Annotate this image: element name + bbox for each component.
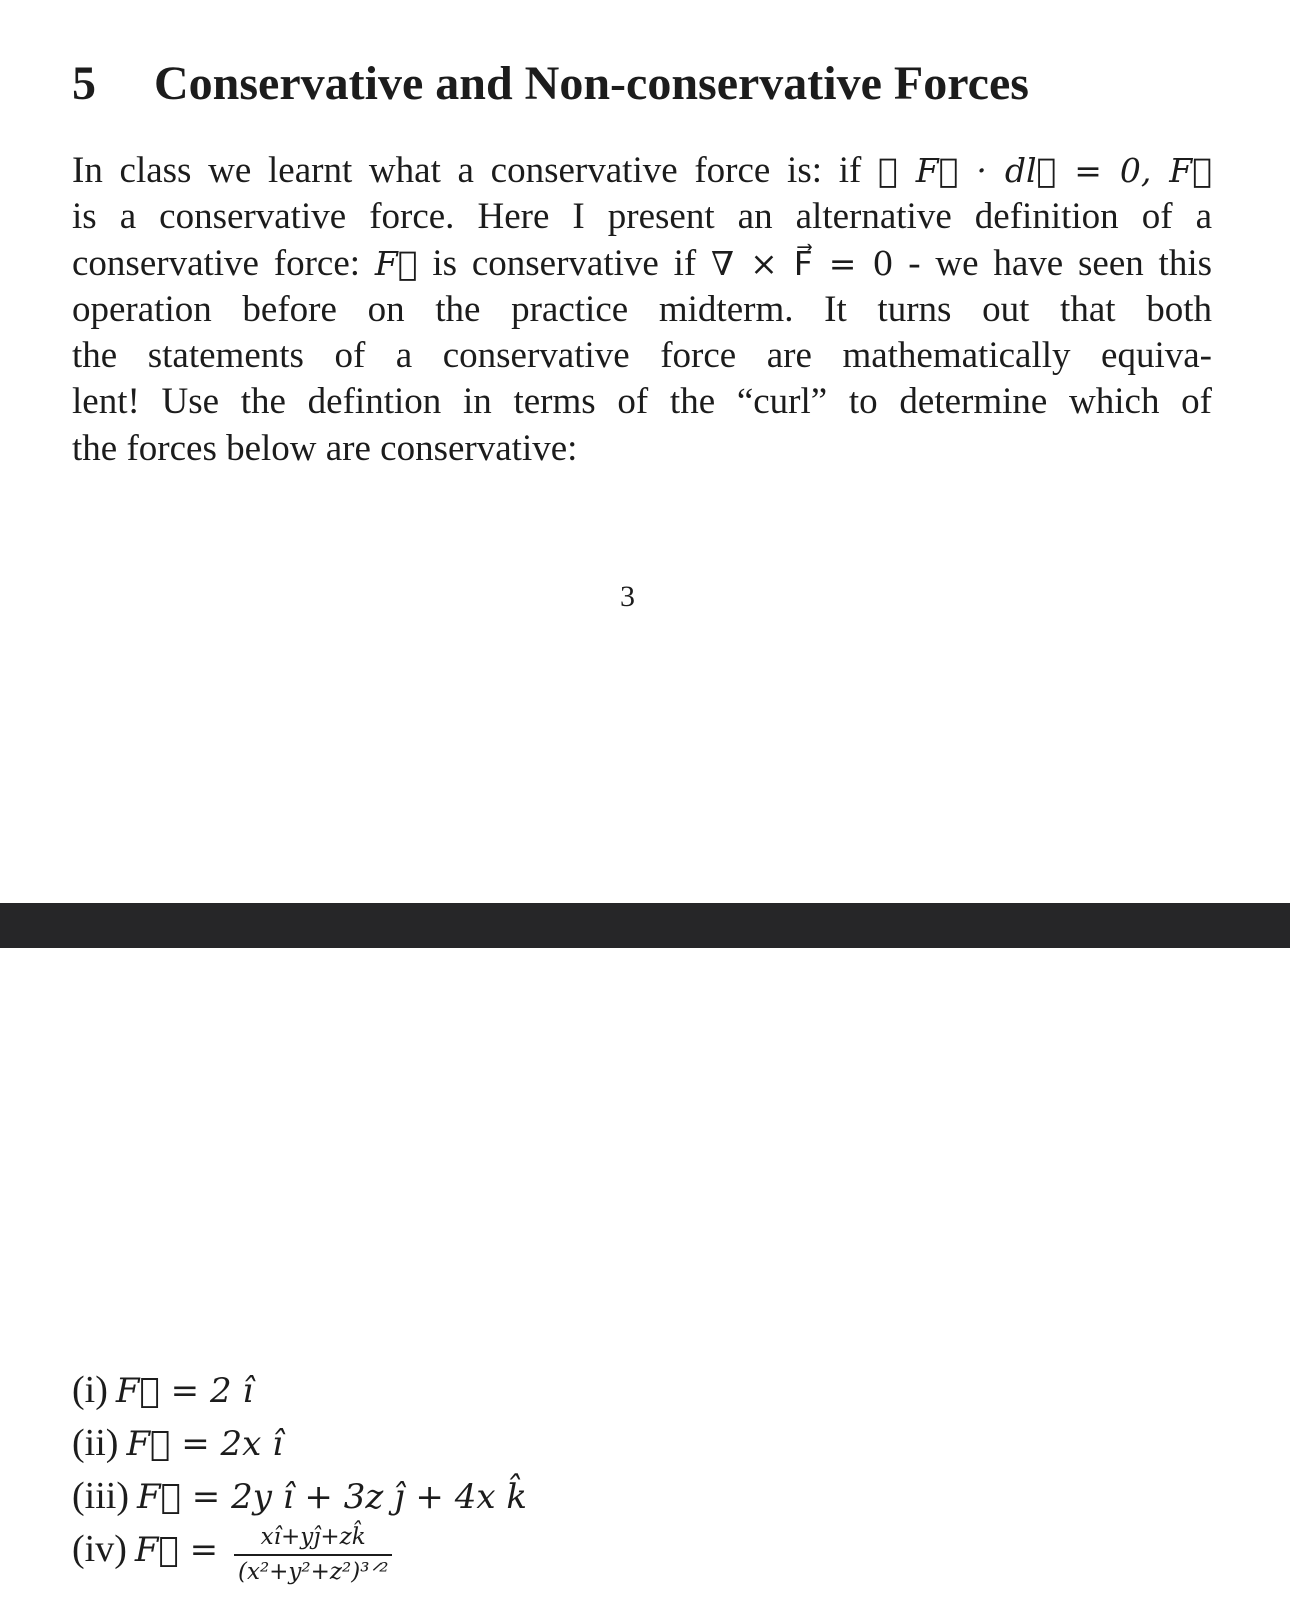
paragraph-line: lent! Use the defintion in terms of the “curl” to determine which of [72, 381, 1212, 423]
fraction-denominator: (x²+y²+z²)³ᐟ² [238, 1559, 389, 1585]
paragraph-line: the forces below are conservative: [72, 427, 578, 469]
force-list [72, 1364, 527, 1593]
force-expression: F⃗ = [134, 1530, 219, 1570]
section-title: Conservative and Non-conservative Forces [154, 57, 1029, 110]
force-vector: F⃗ [374, 243, 418, 283]
force-item-i [72, 1364, 527, 1417]
force-expression: F⃗ = 2 î [115, 1371, 254, 1411]
curl-equation: ∇ × F⃗ = 0 [711, 243, 894, 283]
item-label: (iv) [72, 1528, 127, 1570]
paragraph-line: conservative force: F⃗ is conservative if ∇ × F⃗ = 0 - we have seen this [72, 242, 1212, 284]
intro-paragraph [72, 148, 1212, 472]
force-expression: F⃗ = 2x î [126, 1424, 284, 1464]
paragraph-line: is a conservative force. Here I present an alternative definition of a [72, 196, 1212, 238]
item-label: (iii) [72, 1475, 129, 1517]
paragraph-line: the statements of a conservative force are mathematically equiva- [72, 335, 1212, 377]
paragraph-line: In class we learnt what a conservative force is: if ∮ F⃗ · dl⃗ = 0, F⃗ [72, 150, 1212, 191]
item-label: (ii) [72, 1422, 119, 1464]
page-number: 3 [620, 580, 635, 613]
item-label: (i) [72, 1369, 108, 1411]
fraction-numerator: xî+yĵ+zk̂ [234, 1523, 392, 1556]
force-item-iii [72, 1470, 527, 1523]
paragraph-line: operation before on the practice midterm. It turns out that both [72, 288, 1212, 330]
page-divider [0, 903, 1290, 948]
force-fraction [234, 1523, 392, 1586]
closed-integral-equation: ∮ F⃗ · dl⃗ = 0, [878, 151, 1170, 190]
section-number: 5 [72, 57, 96, 110]
force-expression: F⃗ = 2y î + 3z ĵ + 4x k̂ [136, 1477, 527, 1517]
force-item-ii [72, 1417, 527, 1470]
force-item-iv [72, 1523, 527, 1593]
section-heading [72, 54, 1029, 114]
force-vector: F⃗ [1169, 151, 1212, 190]
